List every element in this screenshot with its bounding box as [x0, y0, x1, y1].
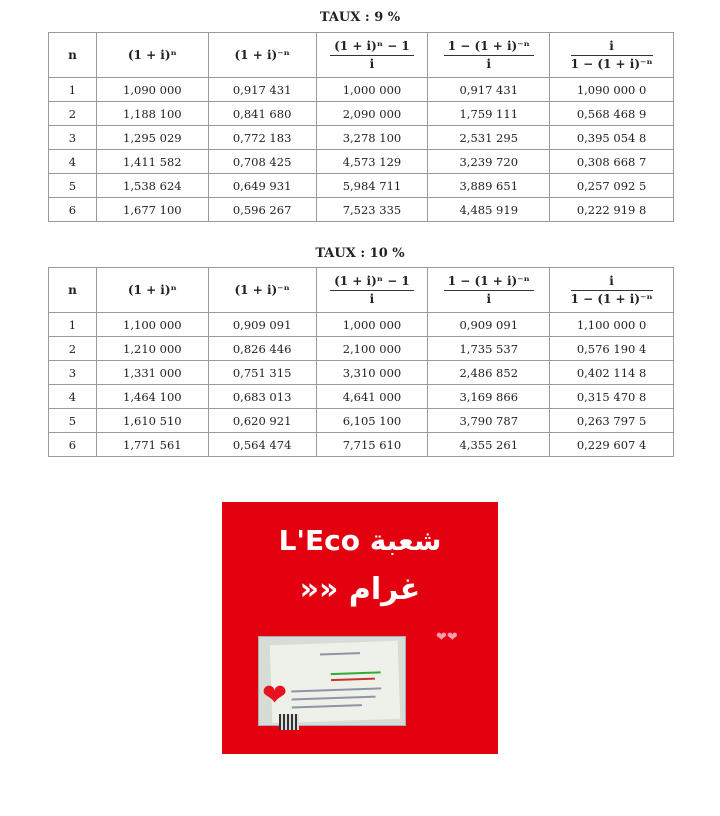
table-cell: 2,100 000	[316, 337, 428, 361]
table-cell: 0,826 446	[208, 337, 316, 361]
table-cell: 0,308 668 7	[550, 150, 674, 174]
promo-subtitle: غرام ««	[299, 572, 421, 607]
table-row	[49, 361, 674, 385]
table-cell: 0,564 474	[208, 433, 316, 457]
table-cell: 1,771 561	[96, 433, 208, 457]
table-row	[49, 126, 674, 150]
table-cell: 0,772 183	[208, 126, 316, 150]
header-cell: (1 + i)ⁿ	[96, 33, 208, 78]
table-cell: 0,596 267	[208, 198, 316, 222]
table-10-title: TAUX : 10 %	[315, 246, 405, 261]
table-cell: 4	[49, 385, 97, 409]
table-cell: 0,751 315	[208, 361, 316, 385]
table-cell: 1,188 100	[96, 102, 208, 126]
table-cell: 1,000 000	[316, 78, 428, 102]
table-cell: 1,090 000 0	[550, 78, 674, 102]
fraction-denominator: i	[369, 56, 375, 71]
rate-table-9	[48, 32, 674, 222]
table-cell: 0,576 190 4	[550, 337, 674, 361]
table-cell: 7,715 610	[316, 433, 428, 457]
table-row	[49, 78, 674, 102]
header-cell: n	[49, 268, 97, 313]
table-cell: 3	[49, 126, 97, 150]
table-cell: 2,090 000	[316, 102, 428, 126]
promo-image	[222, 502, 498, 754]
table-cell: 0,909 091	[428, 313, 550, 337]
table-cell: 0,917 431	[208, 78, 316, 102]
table-cell: 3,169 866	[428, 385, 550, 409]
table-cell: 1,100 000	[96, 313, 208, 337]
table-cell: 0,909 091	[208, 313, 316, 337]
header-cell	[550, 268, 674, 313]
fraction-denominator: i	[369, 291, 375, 306]
fraction-denominator: 1 − (1 + i)⁻ⁿ	[570, 291, 653, 306]
table-cell: 1,538 624	[96, 174, 208, 198]
table-cell: 0,229 607 4	[550, 433, 674, 457]
header-cell	[550, 33, 674, 78]
promo-title: L'Eco شعبة	[278, 524, 442, 557]
header-cell: (1 + i)ⁿ	[96, 268, 208, 313]
table-row	[49, 433, 674, 457]
table-cell: 2,531 295	[428, 126, 550, 150]
table-cell: 1,610 510	[96, 409, 208, 433]
table-cell: 7,523 335	[316, 198, 428, 222]
table-cell: 0,402 114 8	[550, 361, 674, 385]
table-cell: 4,485 919	[428, 198, 550, 222]
fraction-numerator: i	[571, 274, 653, 291]
qr-code-icon	[279, 714, 299, 730]
fraction-denominator: 1 − (1 + i)⁻ⁿ	[570, 56, 653, 71]
header-cell	[428, 33, 550, 78]
table-cell: 1,100 000 0	[550, 313, 674, 337]
table-cell: 3,790 787	[428, 409, 550, 433]
table-cell: 0,683 013	[208, 385, 316, 409]
table-row	[49, 198, 674, 222]
table-9-title: TAUX : 9 %	[319, 10, 401, 25]
table-cell: 4	[49, 150, 97, 174]
fraction-denominator: i	[486, 291, 492, 306]
table-row	[49, 174, 674, 198]
table-cell: 1,000 000	[316, 313, 428, 337]
header-cell	[316, 33, 428, 78]
header-cell: n	[49, 33, 97, 78]
table-cell: 0,395 054 8	[550, 126, 674, 150]
table-cell: 1,759 111	[428, 102, 550, 126]
table-cell: 3	[49, 361, 97, 385]
table-cell: 1,735 537	[428, 337, 550, 361]
table-row	[49, 150, 674, 174]
header-cell	[316, 268, 428, 313]
table-cell: 1,464 100	[96, 385, 208, 409]
table-cell: 6	[49, 198, 97, 222]
table-cell: 6,105 100	[316, 409, 428, 433]
table-cell: 0,917 431	[428, 78, 550, 102]
table-row	[49, 102, 674, 126]
table-cell: 3,889 651	[428, 174, 550, 198]
table-cell: 0,708 425	[208, 150, 316, 174]
fraction-numerator: (1 + i)ⁿ − 1	[330, 274, 414, 291]
table-cell: 1,411 582	[96, 150, 208, 174]
table-cell: 2	[49, 102, 97, 126]
table-cell: 4,355 261	[428, 433, 550, 457]
table-cell: 0,257 092 5	[550, 174, 674, 198]
table-cell: 3,278 100	[316, 126, 428, 150]
table-cell: 6	[49, 433, 97, 457]
heart-icon: ❤	[262, 678, 288, 713]
table-cell: 1,677 100	[96, 198, 208, 222]
table-cell: 0,620 921	[208, 409, 316, 433]
table-cell: 0,263 797 5	[550, 409, 674, 433]
table-cell: 5	[49, 409, 97, 433]
table-cell: 0,222 919 8	[550, 198, 674, 222]
header-cell: (1 + i)⁻ⁿ	[208, 268, 316, 313]
header-cell	[428, 268, 550, 313]
table-cell: 1,090 000	[96, 78, 208, 102]
small-hearts-icon: ❤❤	[436, 630, 458, 645]
table-cell: 0,841 680	[208, 102, 316, 126]
table-cell: 0,568 468 9	[550, 102, 674, 126]
table-cell: 4,641 000	[316, 385, 428, 409]
table-cell: 2,486 852	[428, 361, 550, 385]
table-cell: 1	[49, 78, 97, 102]
table-row	[49, 313, 674, 337]
table-cell: 1	[49, 313, 97, 337]
header-row	[49, 33, 674, 78]
rate-table-10	[48, 267, 674, 457]
table-cell: 3,310 000	[316, 361, 428, 385]
table-cell: 5,984 711	[316, 174, 428, 198]
table-cell: 0,315 470 8	[550, 385, 674, 409]
table-row	[49, 409, 674, 433]
table-cell: 2	[49, 337, 97, 361]
table-cell: 3,239 720	[428, 150, 550, 174]
table-cell: 4,573 129	[316, 150, 428, 174]
table-cell: 1,331 000	[96, 361, 208, 385]
table-cell: 1,210 000	[96, 337, 208, 361]
paper-sheet	[270, 641, 401, 723]
table-row	[49, 385, 674, 409]
table-cell: 5	[49, 174, 97, 198]
header-row	[49, 268, 674, 313]
table-cell: 0,649 931	[208, 174, 316, 198]
fraction-denominator: i	[486, 56, 492, 71]
table-row	[49, 337, 674, 361]
fraction-numerator: (1 + i)ⁿ − 1	[330, 39, 414, 56]
header-cell: (1 + i)⁻ⁿ	[208, 33, 316, 78]
fraction-numerator: 1 − (1 + i)⁻ⁿ	[444, 274, 534, 291]
table-cell: 1,295 029	[96, 126, 208, 150]
fraction-numerator: 1 − (1 + i)⁻ⁿ	[444, 39, 534, 56]
fraction-numerator: i	[571, 39, 653, 56]
